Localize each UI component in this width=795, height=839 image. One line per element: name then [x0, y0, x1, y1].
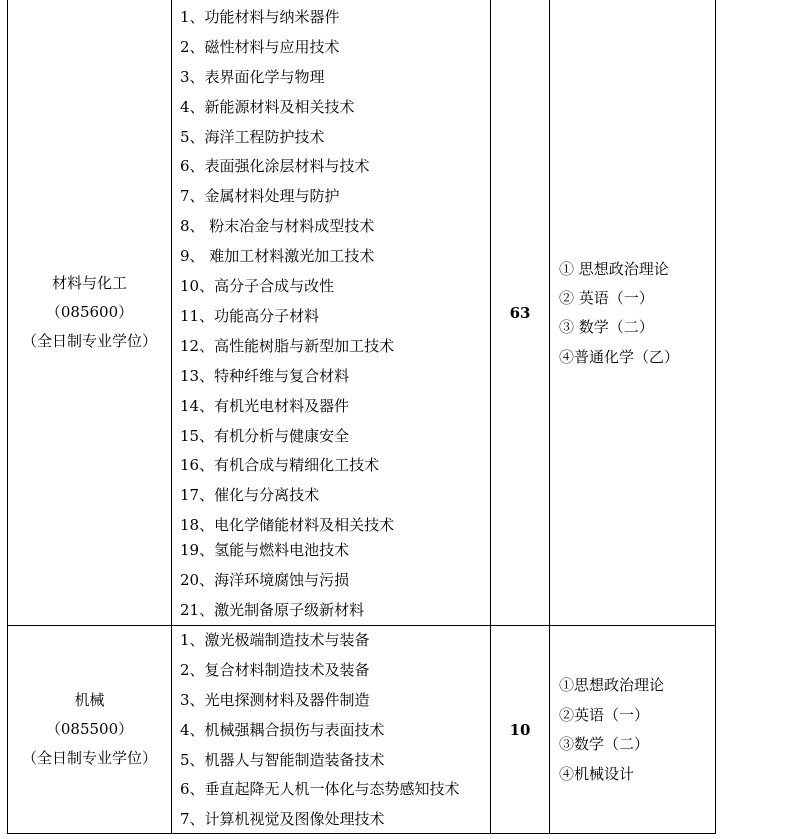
research-direction: 4、机械强耦合损伤与表面技术 [180, 721, 385, 739]
exam-subject: ③ 数学（二） [559, 318, 654, 336]
research-direction: 6、垂直起降无人机一体化与态势感知技术 [180, 780, 460, 798]
research-direction: 18、电化学储能材料及相关技术 [180, 516, 395, 534]
column-rule [549, 0, 550, 834]
research-direction: 1、功能材料与纳米器件 [180, 8, 340, 26]
major-name: 材料与化工 [51, 274, 127, 292]
column-rule [171, 0, 172, 834]
directions-cell [180, 626, 490, 833]
research-direction: 19、氢能与燃料电池技术 [180, 541, 350, 559]
research-direction: 15、有机分析与健康安全 [180, 427, 350, 445]
exam-subject: ② 英语（一） [559, 289, 654, 307]
major-cell [8, 626, 171, 833]
row-rule [7, 833, 716, 834]
major-code: （085600） [45, 303, 134, 321]
research-direction: 3、光电探测材料及器件制造 [180, 691, 370, 709]
exam-subjects-cell [559, 626, 715, 833]
research-direction: 1、激光极端制造技术与装备 [180, 631, 370, 649]
research-direction: 6、表面强化涂层材料与技术 [180, 157, 370, 175]
research-direction: 13、特种纤维与复合材料 [180, 367, 350, 385]
enrollment-count: 10 [509, 720, 531, 739]
research-direction: 21、激光制备原子级新材料 [180, 601, 365, 619]
exam-subject: ④普通化学（乙） [559, 348, 680, 366]
research-direction: 9、 难加工材料激光加工技术 [180, 247, 375, 265]
major-code: （085500） [45, 720, 134, 738]
exam-subject: ④机械设计 [559, 765, 635, 783]
enrollment-cell [491, 0, 549, 625]
exam-subject: ③数学（二） [559, 735, 650, 753]
exam-subject: ①思想政治理论 [559, 676, 665, 694]
research-direction: 8、 粉末冶金与材料成型技术 [180, 217, 375, 235]
research-direction: 7、计算机视觉及图像处理技术 [180, 810, 385, 828]
column-rule [715, 0, 716, 834]
major-type: （全日制专业学位） [21, 749, 157, 767]
research-direction: 14、有机光电材料及器件 [180, 397, 350, 415]
enrollment-count: 63 [509, 303, 531, 322]
research-direction: 16、有机合成与精细化工技术 [180, 456, 380, 474]
enrollment-cell [491, 626, 549, 833]
major-type: （全日制专业学位） [21, 332, 157, 350]
major-name: 机械 [74, 691, 105, 709]
research-direction: 5、海洋工程防护技术 [180, 128, 325, 146]
research-direction: 3、表界面化学与物理 [180, 68, 325, 86]
research-direction: 2、磁性材料与应用技术 [180, 38, 340, 56]
research-direction: 4、新能源材料及相关技术 [180, 98, 355, 116]
research-direction: 12、高性能树脂与新型加工技术 [180, 337, 395, 355]
exam-subject: ① 思想政治理论 [559, 260, 669, 278]
research-direction: 5、机器人与智能制造装备技术 [180, 751, 385, 769]
research-direction: 11、功能高分子材料 [180, 307, 320, 325]
research-direction: 17、催化与分离技术 [180, 486, 320, 504]
exam-subject: ②英语（一） [559, 706, 650, 724]
exam-subjects-cell [559, 0, 715, 625]
research-direction: 10、高分子合成与改性 [180, 277, 335, 295]
research-direction: 20、海洋环境腐蚀与污损 [180, 571, 350, 589]
major-cell [8, 0, 171, 625]
research-direction: 2、复合材料制造技术及装备 [180, 661, 370, 679]
directions-cell [180, 0, 490, 625]
research-direction: 7、金属材料处理与防护 [180, 187, 340, 205]
